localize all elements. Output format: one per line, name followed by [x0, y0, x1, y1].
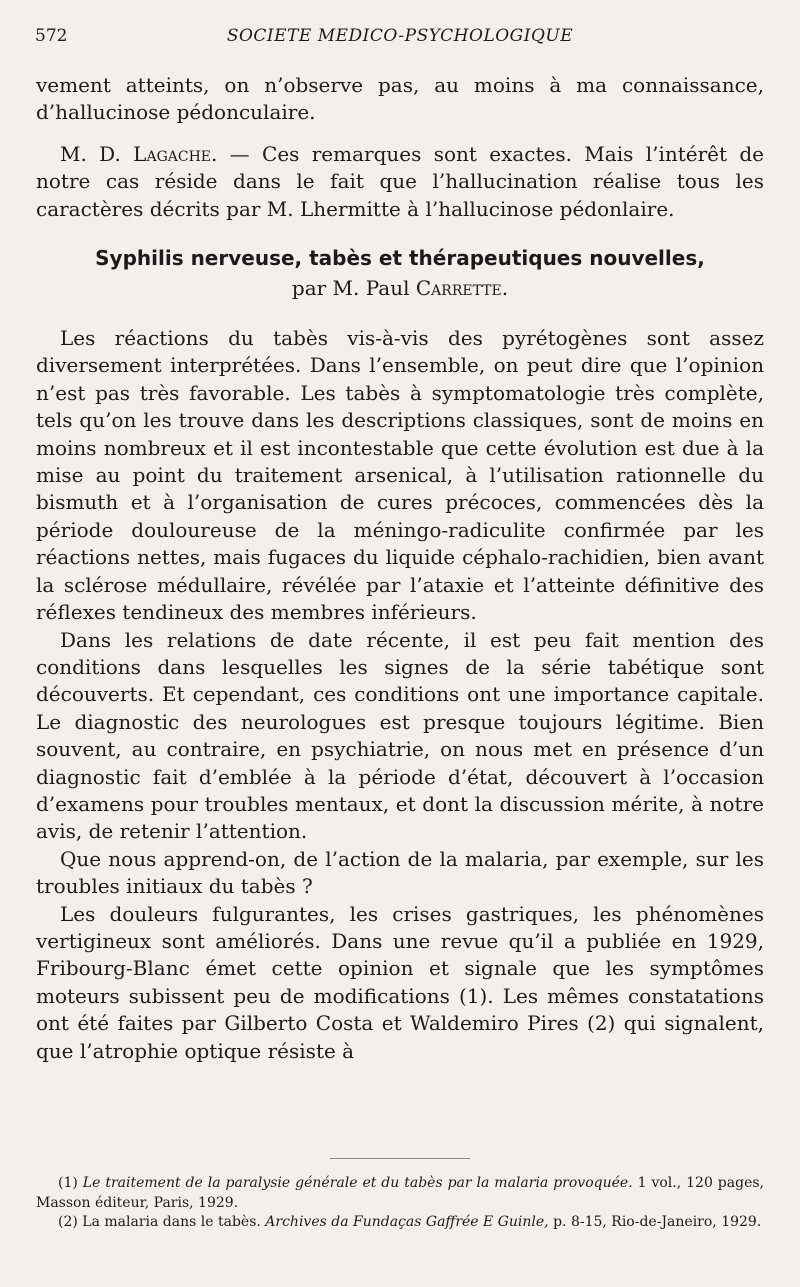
speaker-name: Lagache. — [133, 141, 218, 166]
speaker-prefix: M. D. — [60, 141, 121, 166]
author-name: Carrette. — [415, 276, 509, 301]
footnote-1 — [36, 1174, 764, 1213]
footnote-2-mark: (2) — [58, 1214, 78, 1230]
footnote-1-title: Le traitement de la paralysie générale et du tabès par la malaria provoquée. — [82, 1175, 633, 1191]
byline-prefix: par M. Paul — [291, 276, 410, 301]
page-body — [36, 72, 764, 1065]
running-title: SOCIETE MEDICO-PSYCHOLOGIQUE — [226, 26, 574, 46]
section-title: Syphilis nerveuse, tabès et thérapeutiques nouvelles, — [95, 246, 705, 271]
page-header — [35, 26, 765, 56]
page-number: 572 — [35, 26, 68, 46]
footnote-divider — [330, 1158, 470, 1159]
footnote-2-title: Archives da Fundaças Gaffrée E Guinle, — [265, 1214, 549, 1230]
section-heading — [36, 243, 764, 303]
footnote-1-details: 1 vol., 120 pages, Masson éditeur, Paris, 1929. — [36, 1175, 764, 1211]
intro-paragraph: vement atteints, on n’observe pas, au moins à ma connaissance, d’hallucinose pédonculaire. — [36, 73, 764, 125]
remark-text: — Ces remarques sont exactes. Mais l’intérêt de notre cas réside dans le fait que l’hallucination réalise tous les caractères décrits par M. Lhermitte à l’hallucinose pédonlaire. — [36, 141, 764, 221]
footnotes — [36, 1174, 764, 1233]
footnote-2 — [36, 1213, 764, 1233]
body-paragraph-3: Que nous apprend-on, de l’action de la malaria, par exemple, sur les troubles initiaux du tabès ? — [36, 846, 764, 899]
footnote-2-text: La malaria dans le tabès. — [77, 1214, 266, 1230]
section-byline — [36, 273, 764, 303]
lagache-remark — [36, 141, 764, 223]
footnote-2-details: p. 8-15, Rio-de-Janeiro, 1929. — [548, 1214, 762, 1230]
body-paragraph-1: Les réactions du tabès vis-à-vis des pyrétogènes sont assez diversement interprétées. Dans l’ensemble, on peut dire que l’opinion n’est pas très favorable. Les tabès à symptomatologie très complète, tels qu’on les trouve dans les descriptions classiques, sont de moins en moins nombreux et il est incontestable que cette évolution est due à la mise au point du traitement arsenical, à l’utilisation rationnelle du bismuth et à l’organisation de cures précoces, commencées dès la période douloureuse de la méningo-radiculite confirmée par les réactions nettes, mais fugaces du liquide céphalo-rachidien, bien avant la sclérose médullaire, révélée par l’ataxie et l’atteinte définitive des réflexes tendineux des membres inférieurs. — [36, 326, 764, 625]
body-paragraph-4: Les douleurs fulgurantes, les crises gastriques, les phénomènes vertigineux sont améliorés. Dans une revue qu’il a publiée en 1929, Fribourg-Blanc émet cette opinion et signale que les symptômes moteurs subissent peu de modifications (1). Les mêmes constatations ont été faites par Gilberto Costa et Waldemiro Pires (2) qui signalent, que l’atrophie optique résiste à — [36, 901, 764, 1063]
body-paragraph-2: Dans les relations de date récente, il est peu fait mention des conditions dans lesquelles les signes de la série tabétique sont découverts. Et cependant, ces conditions ont une importance capitale. Le diagnostic des neurologues est presque toujours légitime. Bien souvent, au contraire, en psychiatrie, on nous met en présence d’un diagnostic fait d’emblée à la période d’état, découvert à l’occasion d’examens pour troubles mentaux, et dont la discussion mérite, à notre avis, de retenir l’attention. — [36, 627, 764, 844]
footnote-1-mark: (1) — [58, 1175, 78, 1191]
